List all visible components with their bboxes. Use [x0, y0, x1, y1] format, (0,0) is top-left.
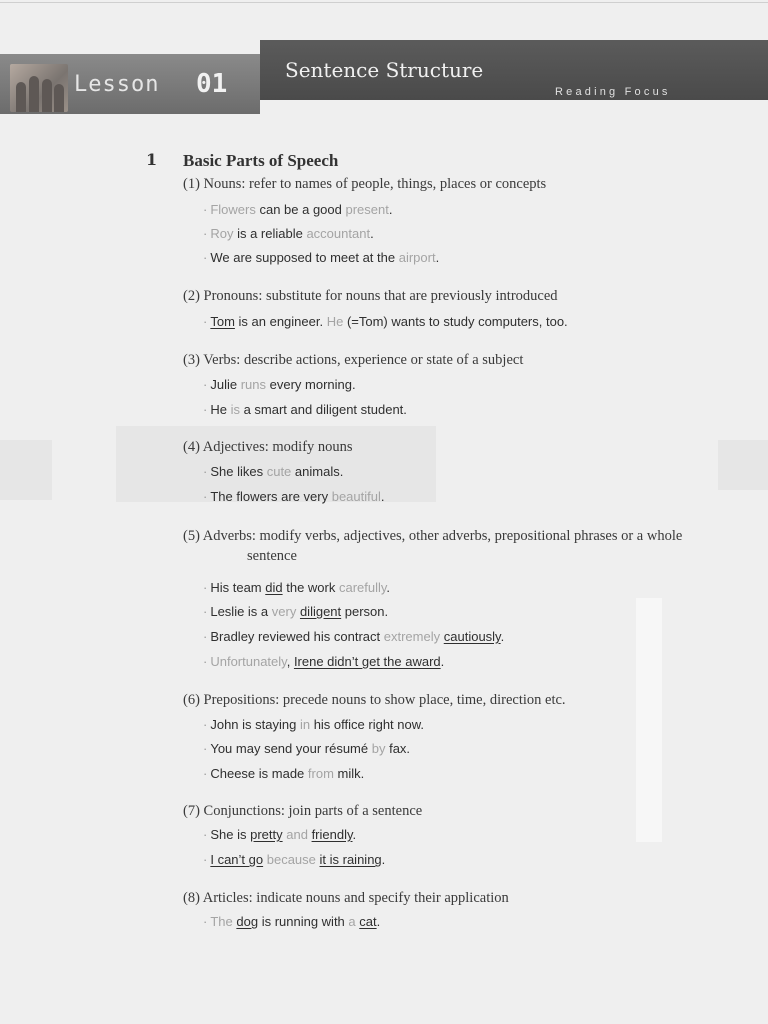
sentence-text: He: [210, 402, 231, 417]
students-photo: [10, 64, 68, 112]
example-sentence: [203, 717, 424, 732]
example-sentence: [203, 914, 380, 929]
example-sentence: [203, 766, 364, 781]
highlighted-word: airport: [398, 250, 436, 265]
bullet-dot: ·: [203, 377, 208, 392]
category-label-adverbs: (5) Adverbs: modify verbs, adjectives, other adverbs, prepositional phrases or a whole: [183, 528, 683, 544]
underlined-word: Tom: [210, 314, 235, 329]
bullet-dot: ·: [203, 202, 208, 217]
underlined-word: cat: [359, 914, 377, 929]
sentence-text: You may send your résumé: [210, 741, 372, 756]
background-block: [718, 440, 768, 490]
sentence-text: Julie: [210, 377, 241, 392]
highlighted-word: Roy: [210, 226, 234, 241]
underlined-word: dog: [236, 914, 259, 929]
highlighted-word: extremely: [383, 629, 441, 644]
sentence-text: animals.: [291, 464, 344, 479]
sentence-text: (=Tom) wants to study computers, too.: [343, 314, 568, 329]
bullet-dot: ·: [203, 852, 208, 867]
highlighted-word: cute: [266, 464, 292, 479]
example-sentence: [203, 202, 393, 217]
highlighted-word: a: [348, 914, 356, 929]
page-title: Sentence Structure: [285, 58, 484, 82]
highlighted-word: Flowers: [210, 202, 256, 217]
highlighted-word: accountant: [306, 226, 371, 241]
highlighted-word: because: [266, 852, 316, 867]
sentence-text: .: [352, 827, 357, 842]
example-sentence: [203, 226, 374, 241]
bullet-dot: ·: [203, 717, 208, 732]
sentence-text: ,: [286, 654, 294, 669]
category-label-adjectives: (4) Adjectives: modify nouns: [183, 439, 353, 455]
background-block: [0, 440, 52, 500]
bullet-dot: ·: [203, 464, 208, 479]
bullet-dot: ·: [203, 402, 208, 417]
highlighted-word: Unfortunately: [210, 654, 287, 669]
category-label-adverbs-continued: sentence: [247, 548, 297, 564]
example-sentence: [203, 314, 568, 329]
sentence-text: She likes: [210, 464, 267, 479]
sentence-text: .: [388, 202, 393, 217]
highlighted-word: runs: [240, 377, 266, 392]
category-label-articles: (8) Articles: indicate nouns and specify their application: [183, 890, 509, 906]
category-label-conjunctions: (7) Conjunctions: join parts of a sentence: [183, 803, 423, 819]
sentence-text: fax.: [385, 741, 411, 756]
sentence-text: .: [386, 580, 391, 595]
highlighted-word: from: [307, 766, 334, 781]
top-rule: [0, 2, 768, 3]
underlined-word: it is raining: [319, 852, 382, 867]
bullet-dot: ·: [203, 580, 208, 595]
example-sentence: [203, 654, 444, 669]
category-label-verbs: (3) Verbs: describe actions, experience or state of a subject: [183, 352, 524, 368]
example-sentence: [203, 464, 343, 479]
highlighted-word: present: [345, 202, 389, 217]
bullet-dot: ·: [203, 766, 208, 781]
underlined-word: diligent: [299, 604, 342, 619]
lesson-number: 01: [196, 69, 228, 99]
underlined-word: cautiously: [443, 629, 501, 644]
sentence-text: .: [380, 489, 385, 504]
page-subtitle: Reading Focus: [555, 86, 671, 98]
sentence-text: can be a good: [255, 202, 346, 217]
sentence-text: every morning.: [266, 377, 356, 392]
sentence-text: is a reliable: [233, 226, 307, 241]
bullet-dot: ·: [203, 250, 208, 265]
example-sentence: [203, 250, 439, 265]
category-label-prepositions: (6) Prepositions: precede nouns to show place, time, direction etc.: [183, 692, 566, 708]
highlighted-word: very: [271, 604, 297, 619]
example-sentence: [203, 741, 410, 756]
example-sentence: [203, 377, 356, 392]
lesson-label: Lesson: [74, 72, 160, 97]
bullet-dot: ·: [203, 827, 208, 842]
sentence-text: Cheese is made: [210, 766, 308, 781]
sentence-text: is an engineer.: [234, 314, 327, 329]
sentence-text: .: [440, 654, 445, 669]
highlighted-word: is: [230, 402, 240, 417]
category-label-nouns: (1) Nouns: refer to names of people, things, places or concepts: [183, 176, 547, 192]
underlined-word: pretty: [250, 827, 283, 842]
sentence-text: We are supposed to meet at the: [210, 250, 399, 265]
sentence-text: John is staying: [210, 717, 300, 732]
highlighted-word: beautiful: [331, 489, 381, 504]
sentence-text: is running with: [258, 914, 349, 929]
example-sentence: [203, 489, 385, 504]
sentence-text: .: [500, 629, 505, 644]
section-number: 1: [146, 150, 158, 169]
section-title: Basic Parts of Speech: [183, 151, 339, 170]
sentence-text: .: [376, 914, 381, 929]
bullet-dot: ·: [203, 741, 208, 756]
sentence-text: Leslie is a: [210, 604, 272, 619]
sentence-text: His team: [210, 580, 266, 595]
sentence-text: a smart and diligent student.: [239, 402, 407, 417]
sentence-text: .: [370, 226, 374, 241]
example-sentence: [203, 827, 356, 842]
underlined-word: friendly: [311, 827, 353, 842]
sentence-text: his office right now.: [310, 717, 425, 732]
example-sentence: [203, 580, 390, 595]
underlined-word: I can’t go: [210, 852, 264, 867]
sentence-text: .: [435, 250, 440, 265]
sentence-text: The flowers are very: [210, 489, 332, 504]
bullet-dot: ·: [203, 654, 208, 669]
margin-panel: [636, 598, 662, 842]
sentence-text: person.: [341, 604, 389, 619]
category-label-pronouns: (2) Pronouns: substitute for nouns that are previously introduced: [183, 288, 558, 304]
highlighted-word: and: [286, 827, 308, 842]
bullet-dot: ·: [203, 489, 208, 504]
sentence-text: milk.: [333, 766, 365, 781]
bullet-dot: ·: [203, 629, 208, 644]
example-sentence: [203, 629, 504, 644]
sentence-text: .: [381, 852, 386, 867]
bullet-dot: ·: [203, 226, 208, 241]
example-sentence: [203, 852, 385, 867]
highlighted-word: in: [299, 717, 311, 732]
bullet-dot: ·: [203, 604, 208, 619]
sentence-text: Bradley reviewed his contract: [210, 629, 384, 644]
bullet-dot: ·: [203, 314, 208, 329]
underlined-word: did: [265, 580, 283, 595]
highlighted-word: The: [210, 914, 233, 929]
highlighted-word: carefully: [338, 580, 387, 595]
bullet-dot: ·: [203, 914, 208, 929]
example-sentence: [203, 402, 407, 417]
highlighted-word: by: [371, 741, 386, 756]
sentence-text: the work: [282, 580, 339, 595]
example-sentence: [203, 604, 388, 619]
underlined-word: Irene didn’t get the award: [293, 654, 441, 669]
highlighted-word: He: [326, 314, 344, 329]
sentence-text: She is: [210, 827, 251, 842]
